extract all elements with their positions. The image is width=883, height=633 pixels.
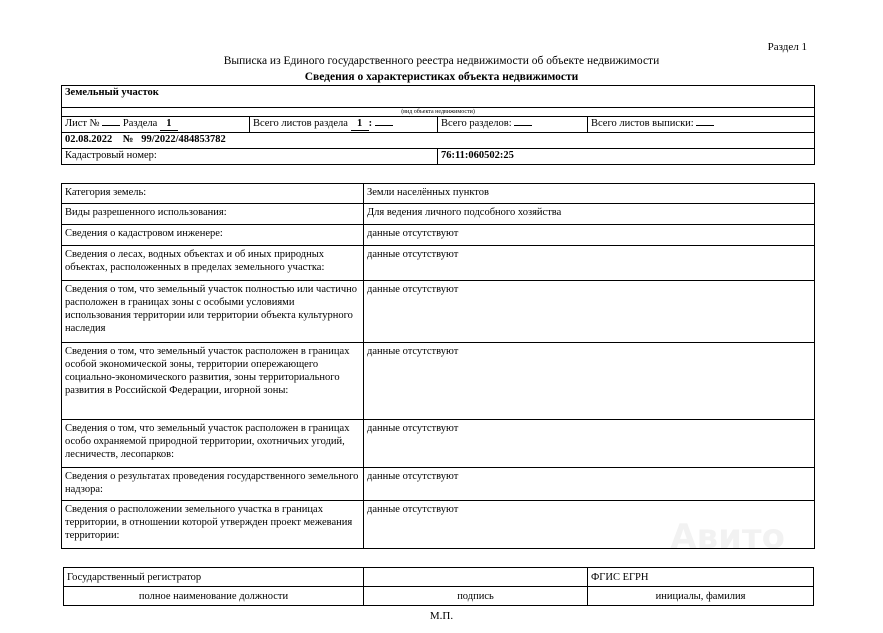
section-label: Раздела <box>122 118 158 129</box>
row-label: Сведения о кадастровом инженере: <box>62 225 364 246</box>
table-row <box>62 225 815 246</box>
registrar-name: ФГИС ЕГРН <box>588 568 814 587</box>
number-sign: № <box>122 134 134 145</box>
row-label: Сведения о результатах проведения государственного земельного надзора: <box>62 468 364 501</box>
row-value: данные отсутствуют <box>364 343 815 420</box>
document-title: Выписка из Единого государственного реестра недвижимости об объекте недвижимости <box>223 55 660 67</box>
table-row <box>62 420 815 468</box>
row-value: данные отсутствуют <box>364 246 815 281</box>
row-label: Виды разрешенного использования: <box>62 204 364 225</box>
row-value: Земли населённых пунктов <box>364 184 815 204</box>
total-section-sheets-blank <box>375 125 393 126</box>
total-section-sheets-value: 1 <box>351 117 369 131</box>
total-section-sheets-cell <box>250 117 438 133</box>
section-number: Раздел 1 <box>767 41 807 53</box>
table-row <box>62 246 815 281</box>
header-table <box>61 85 815 165</box>
position-caption: полное наименование должности <box>64 587 364 606</box>
name-caption: инициалы, фамилия <box>588 587 814 606</box>
table-row <box>62 468 815 501</box>
total-sections-label: Всего разделов: <box>441 118 512 129</box>
row-label: Сведения о том, что земельный участок полностью или частично расположен в границах зоны с особыми условиями использования территории или территории объекта культурного наследия <box>62 281 364 343</box>
registrar-signature <box>364 568 588 587</box>
table-row <box>62 204 815 225</box>
row-value: данные отсутствуют <box>364 501 815 549</box>
cadastral-number: 76:11:060502:25 <box>438 149 815 165</box>
cadastral-label: Кадастровый номер: <box>62 149 438 165</box>
table-row <box>62 343 815 420</box>
total-extract-sheets-blank <box>696 125 714 126</box>
row-label: Сведения о том, что земельный участок расположен в границах особо охраняемой природной территории, охотничьих угодий, лесничеств, лесопарков: <box>62 420 364 468</box>
row-label: Категория земель: <box>62 184 364 204</box>
total-extract-sheets-cell <box>588 117 815 133</box>
row-label: Сведения о расположении земельного участка в границах территории, в отношении которой утвержден проект межевания территории: <box>62 501 364 549</box>
sheet-no-label: Лист № <box>65 118 100 129</box>
sheet-no-value <box>102 125 120 126</box>
sheet-info-cell <box>62 117 250 133</box>
colon: : <box>368 118 373 129</box>
watermark: Авито <box>670 517 785 557</box>
total-sections-blank <box>514 125 532 126</box>
object-type: Земельный участок <box>62 86 815 101</box>
signature-caption: подпись <box>364 587 588 606</box>
signature-table <box>63 567 814 606</box>
table-row <box>62 184 815 204</box>
characteristics-table <box>61 183 815 549</box>
row-value: данные отсутствуют <box>364 225 815 246</box>
date-number-cell <box>62 133 815 149</box>
registrar-position: Государственный регистратор <box>64 568 364 587</box>
total-section-sheets-label: Всего листов раздела <box>253 118 348 129</box>
section-value: 1 <box>160 117 178 131</box>
document-number: 99/2022/484853782 <box>141 134 226 145</box>
total-extract-sheets-label: Всего листов выписки: <box>591 118 694 129</box>
row-value: Для ведения личного подсобного хозяйства <box>364 204 815 225</box>
row-label: Сведения о лесах, водных объектах и об иных природных объектах, расположенных в пределах земельного участка: <box>62 246 364 281</box>
row-label: Сведения о том, что земельный участок расположен в границах особой экономической зоны, территории опережающего социально-экономического развития, зоны территориального развития в Российской Федерации, игорной зоны: <box>62 343 364 420</box>
object-type-caption: (вид объекта недвижимости) <box>401 109 475 115</box>
stamp-placeholder: М.П. <box>429 610 454 622</box>
row-value: данные отсутствуют <box>364 281 815 343</box>
row-value: данные отсутствуют <box>364 468 815 501</box>
document-date: 02.08.2022 <box>65 134 113 145</box>
total-sections-cell <box>438 117 588 133</box>
row-value: данные отсутствуют <box>364 420 815 468</box>
table-row <box>62 281 815 343</box>
document-subtitle: Сведения о характеристиках объекта недвижимости <box>304 71 579 83</box>
